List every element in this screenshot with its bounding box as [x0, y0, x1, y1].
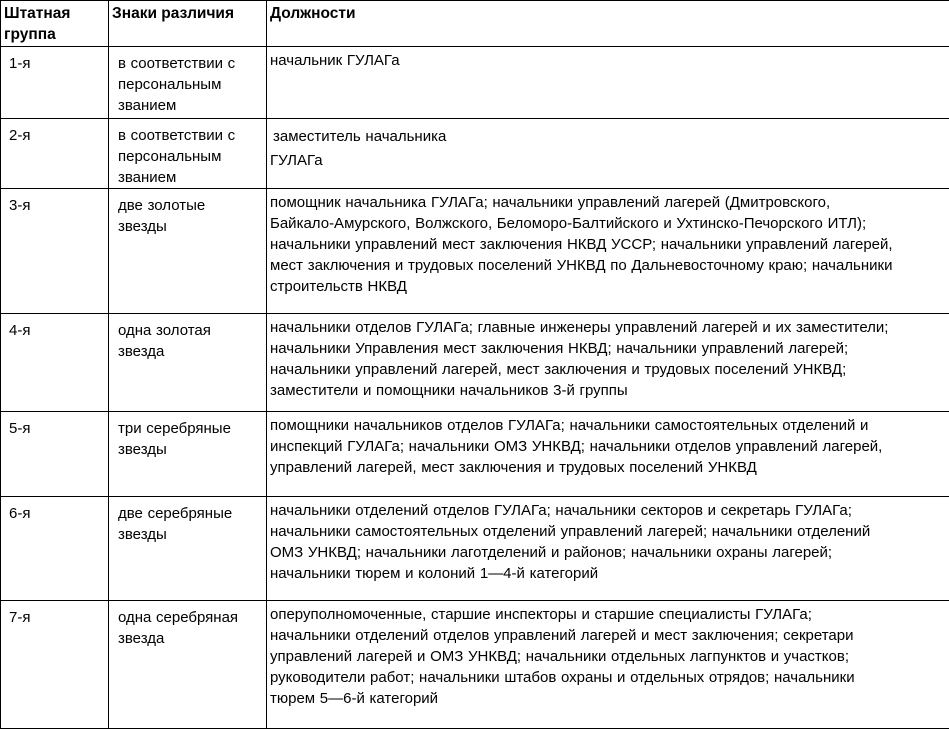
staff-group-cell: 1-я: [1, 47, 109, 119]
positions-line: ГУЛАГа: [270, 149, 945, 172]
insignia-line: звезда: [118, 628, 262, 649]
positions-line: заместитель начальника: [270, 125, 945, 149]
insignia-line: одна серебряная: [118, 607, 262, 628]
insignia-cell: [109, 189, 267, 314]
insignia-line: званием: [118, 95, 262, 116]
insignia-line: три серебряные: [118, 418, 262, 439]
insignia-cell: [109, 314, 267, 412]
insignia-line: звезды: [118, 216, 262, 237]
table-row: [1, 189, 949, 314]
insignia-line: в соответствии с: [118, 125, 262, 146]
positions-cell: [267, 47, 949, 119]
table-header-row: [1, 1, 949, 47]
positions-line: управлений лагерей, мест заключения и трудовых поселений УНКВД: [270, 457, 945, 478]
positions-line: мест заключения и трудовых поселений УНКВД по Дальневосточному краю; начальники: [270, 255, 945, 276]
positions-line: оперуполномоченные, старшие инспекторы и старшие специалисты ГУЛАГа;: [270, 604, 945, 625]
positions-line: управлений лагерей и ОМЗ УНКВД; начальники отдельных лагпунктов и участков;: [270, 646, 945, 667]
insignia-line: одна золотая: [118, 320, 262, 341]
insignia-line: две серебряные: [118, 503, 262, 524]
insignia-cell: [109, 601, 267, 729]
staff-group-cell: 6-я: [1, 497, 109, 601]
positions-line: начальники управлений лагерей, мест заключения и трудовых поселений УНКВД;: [270, 359, 945, 380]
positions-cell: [267, 314, 949, 412]
header-staff-group-line2: группа: [4, 24, 105, 45]
staff-group-cell: 4-я: [1, 314, 109, 412]
positions-cell: [267, 497, 949, 601]
insignia-line: персональным: [118, 146, 262, 167]
positions-line: руководители работ; начальники штабов охраны и отдельных отрядов; начальники: [270, 667, 945, 688]
header-positions: Должности: [267, 1, 949, 47]
insignia-cell: [109, 497, 267, 601]
insignia-line: в соответствии с: [118, 53, 262, 74]
table-row: [1, 314, 949, 412]
insignia-line: персональным: [118, 74, 262, 95]
positions-line: начальники управлений мест заключения НКВД УССР; начальники управлений лагерей,: [270, 234, 945, 255]
positions-cell: [267, 189, 949, 314]
positions-line: помощники начальников отделов ГУЛАГа; начальники самостоятельных отделений и: [270, 415, 945, 436]
table-row: [1, 497, 949, 601]
positions-line: заместители и помощники начальников 3-й группы: [270, 380, 945, 401]
insignia-line: званием: [118, 167, 262, 188]
insignia-cell: [109, 119, 267, 189]
positions-line: начальники отделений отделов ГУЛАГа; начальники секторов и секретарь ГУЛАГа;: [270, 500, 945, 521]
header-insignia: Знаки различия: [109, 1, 267, 47]
positions-cell: [267, 412, 949, 497]
insignia-cell: [109, 47, 267, 119]
table-row: [1, 47, 949, 119]
positions-line: ОМЗ УНКВД; начальники лаготделений и районов; начальники охраны лагерей;: [270, 542, 945, 563]
staff-group-cell: 2-я: [1, 119, 109, 189]
positions-line: Байкало-Амурского, Волжского, Беломоро-Балтийского и Ухтинско-Печорского ИТЛ);: [270, 213, 945, 234]
header-staff-group: [1, 1, 109, 47]
insignia-line: звезда: [118, 341, 262, 362]
positions-line: тюрем 5—6-й категорий: [270, 688, 945, 709]
insignia-line: звезды: [118, 439, 262, 460]
positions-line: инспекций ГУЛАГа; начальники ОМЗ УНКВД; начальники отделов управлений лагерей,: [270, 436, 945, 457]
positions-line: начальники тюрем и колоний 1—4-й категорий: [270, 563, 945, 584]
positions-line: начальники отделений отделов управлений лагерей и мест заключения; секретари: [270, 625, 945, 646]
insignia-line: две золотые: [118, 195, 262, 216]
positions-line: строительств НКВД: [270, 276, 945, 297]
insignia-cell: [109, 412, 267, 497]
table-row: [1, 412, 949, 497]
positions-line: начальники самостоятельных отделений управлений лагерей; начальники отделений: [270, 521, 945, 542]
positions-line: помощник начальника ГУЛАГа; начальники управлений лагерей (Дмитровского,: [270, 192, 945, 213]
positions-cell: [267, 601, 949, 729]
positions-line: начальники Управления мест заключения НКВД; начальники управлений лагерей;: [270, 338, 945, 359]
staff-group-cell: 3-я: [1, 189, 109, 314]
insignia-line: звезды: [118, 524, 262, 545]
table-row: [1, 119, 949, 189]
table-row: [1, 601, 949, 729]
staff-group-cell: 7-я: [1, 601, 109, 729]
staff-group-cell: 5-я: [1, 412, 109, 497]
header-staff-group-line1: Штатная: [4, 3, 105, 24]
positions-line: начальник ГУЛАГа: [270, 50, 945, 71]
positions-cell: [267, 119, 949, 189]
positions-line: начальники отделов ГУЛАГа; главные инженеры управлений лагерей и их заместители;: [270, 317, 945, 338]
